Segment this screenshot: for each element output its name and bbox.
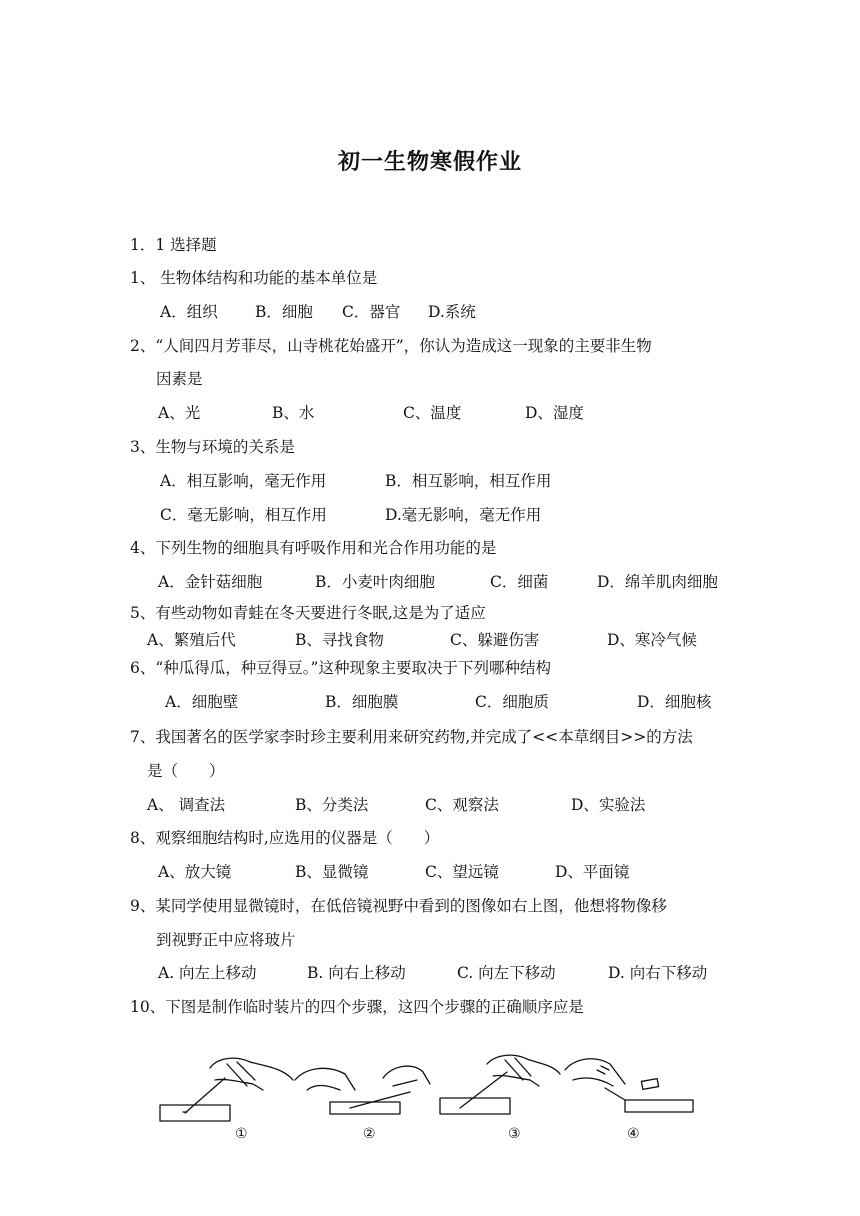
question-6-text: 6、“种瓜得瓜，种豆得豆。”这种现象主要取决于下列哪种结构 xyxy=(130,659,551,677)
step-4-illustration xyxy=(565,1059,693,1112)
q8-option-a: A、放大镜 xyxy=(158,863,232,881)
question-2-text-cont: 因素是 xyxy=(156,370,203,388)
section-heading: 1．1 选择题 xyxy=(130,236,217,254)
step-3-label: ③ xyxy=(508,1126,521,1142)
step-3-illustration xyxy=(440,1055,560,1114)
q9-option-a: A. 向左上移动 xyxy=(158,964,257,982)
question-7-text-cont: 是（ ） xyxy=(147,762,225,780)
q9-option-b: B. 向右上移动 xyxy=(307,964,406,982)
q1-option-d: D.系统 xyxy=(428,303,476,321)
question-7-text: 7、我国著名的医学家李时珍主要利用来研究药物,并完成了<<本草纲目>>的方法 xyxy=(130,728,693,746)
q9-option-d: D. 向右下移动 xyxy=(608,964,708,982)
q3-option-c: C．毫无影响，相互作用 xyxy=(160,506,327,524)
question-4-text: 4、下列生物的细胞具有呼吸作用和光合作用功能的是 xyxy=(130,539,497,557)
slide-preparation-steps-figure xyxy=(155,1050,695,1145)
q2-option-a: A、光 xyxy=(158,404,201,422)
q1-option-b: B．细胞 xyxy=(255,303,313,321)
q5-option-d: D、寒冷气候 xyxy=(607,631,697,649)
q7-option-b: B、分类法 xyxy=(295,796,369,814)
step-1-label: ① xyxy=(235,1126,248,1142)
q7-option-d: D、实验法 xyxy=(571,796,646,814)
q4-option-b: B．小麦叶肉细胞 xyxy=(315,573,435,591)
step-2-label: ② xyxy=(363,1126,376,1142)
step-1-illustration xyxy=(160,1058,293,1121)
q8-option-d: D、平面镜 xyxy=(555,863,630,881)
q9-option-c: C. 向左下移动 xyxy=(457,964,556,982)
q4-option-c: C．细菌 xyxy=(490,573,549,591)
q5-option-a: A、繁殖后代 xyxy=(147,631,236,649)
question-3-text: 3、生物与环境的关系是 xyxy=(130,438,295,456)
question-1-text: 1、 生物体结构和功能的基本单位是 xyxy=(130,269,378,287)
q7-option-a: A、 调查法 xyxy=(147,796,226,814)
question-9-text: 9、某同学使用显微镜时，在低倍镜视野中看到的图像如右上图，他想将物像移 xyxy=(130,897,667,915)
q6-option-c: C．细胞质 xyxy=(475,693,549,711)
q2-option-c: C、温度 xyxy=(403,404,462,422)
q4-option-d: D．绵羊肌肉细胞 xyxy=(597,573,718,591)
q3-option-a: A．相互影响，毫无作用 xyxy=(160,472,327,490)
q6-option-a: A．细胞壁 xyxy=(165,693,239,711)
q3-option-d: D.毫无影响，毫无作用 xyxy=(385,506,542,524)
question-10-text: 10、下图是制作临时装片的四个步骤，这四个步骤的正确顺序应是 xyxy=(130,998,584,1016)
page-title: 初一生物寒假作业 xyxy=(337,150,522,175)
q8-option-c: C、望远镜 xyxy=(425,863,499,881)
q2-option-b: B、水 xyxy=(272,404,315,422)
q8-option-b: B、显微镜 xyxy=(295,863,369,881)
q4-option-a: A．金针菇细胞 xyxy=(158,573,263,591)
question-9-text-cont: 到视野正中应将玻片 xyxy=(156,931,296,949)
q7-option-c: C、观察法 xyxy=(425,796,499,814)
q3-option-b: B．相互影响，相互作用 xyxy=(385,472,552,490)
q5-option-c: C、躲避伤害 xyxy=(450,631,540,649)
question-8-text: 8、观察细胞结构时,应选用的仪器是（ ） xyxy=(130,829,440,847)
q5-option-b: B、寻找食物 xyxy=(295,631,384,649)
question-2-text: 2、“人间四月芳菲尽，山寺桃花始盛开”，你认为造成这一现象的主要非生物 xyxy=(130,337,652,355)
q6-option-d: D．细胞核 xyxy=(637,693,712,711)
question-5-text: 5、有些动物如青蛙在冬天要进行冬眠,这是为了适应 xyxy=(130,604,486,622)
step-4-label: ④ xyxy=(627,1126,640,1142)
q6-option-b: B．细胞膜 xyxy=(325,693,399,711)
q2-option-d: D、湿度 xyxy=(525,404,584,422)
q1-option-c: C．器官 xyxy=(342,303,401,321)
step-2-illustration xyxy=(295,1066,430,1114)
q1-option-a: A．组织 xyxy=(160,303,218,321)
